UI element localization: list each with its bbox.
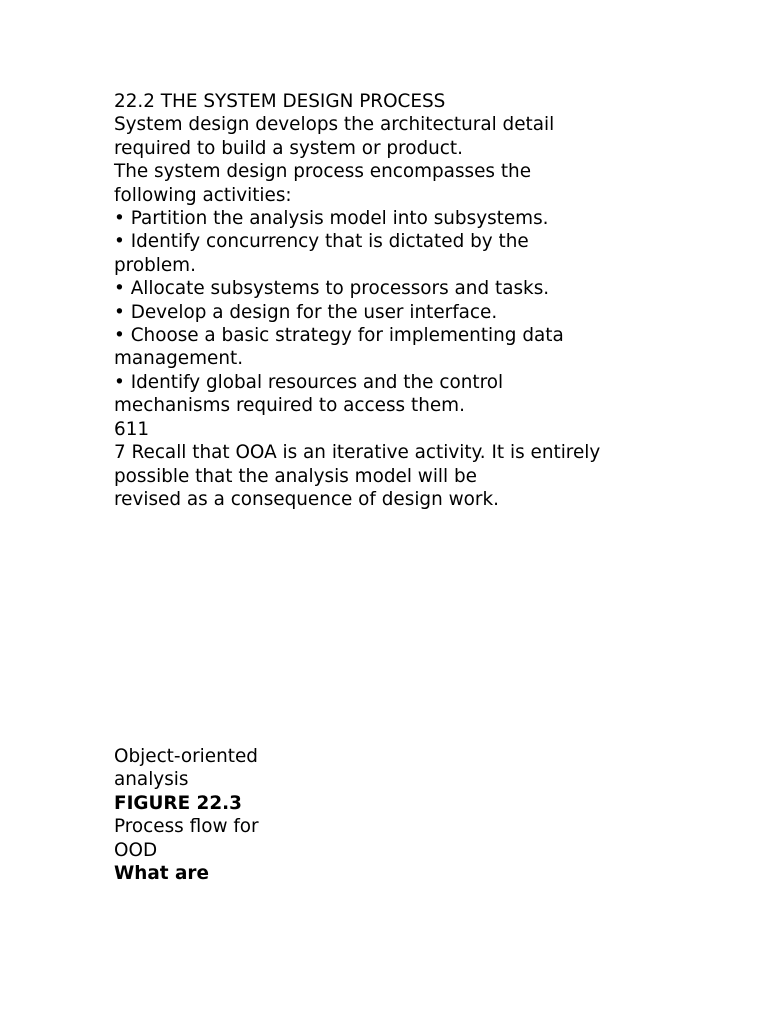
main-text-block bbox=[114, 90, 674, 511]
margin-label: analysis bbox=[114, 769, 189, 791]
text-line: required to build a system or product. bbox=[114, 137, 463, 159]
section-heading: 22.2 THE SYSTEM DESIGN PROCESS bbox=[114, 91, 446, 112]
footnote-line: 7 Recall that OOA is an iterative activity. It is entirely bbox=[114, 442, 601, 464]
bullet-item: • Partition the analysis model into subsystems. bbox=[114, 208, 549, 230]
text-line: problem. bbox=[114, 254, 196, 276]
bullet-item: • Allocate subsystems to processors and tasks. bbox=[114, 278, 550, 300]
text-line: System design develops the architectural detail bbox=[114, 114, 555, 136]
text-line: management. bbox=[114, 348, 244, 370]
margin-heading: What are bbox=[114, 863, 209, 885]
page-number: 611 bbox=[114, 418, 150, 440]
figure-caption: OOD bbox=[114, 839, 158, 861]
figure-caption-block bbox=[114, 745, 414, 885]
figure-label: FIGURE 22.3 bbox=[114, 792, 242, 814]
bullet-item: • Develop a design for the user interface. bbox=[114, 301, 498, 323]
text-line: The system design process encompasses the bbox=[114, 161, 532, 183]
bullet-item: • Choose a basic strategy for implementing data bbox=[114, 325, 564, 347]
footnote-line: revised as a consequence of design work. bbox=[114, 488, 499, 510]
bullet-item: • Identify concurrency that is dictated by the bbox=[114, 231, 529, 253]
bullet-item: • Identify global resources and the control bbox=[114, 371, 504, 393]
text-line: following activities: bbox=[114, 184, 292, 206]
figure-caption: Process flow for bbox=[114, 816, 259, 838]
text-line: mechanisms required to access them. bbox=[114, 395, 465, 417]
footnote-line: possible that the analysis model will be bbox=[114, 465, 477, 487]
margin-label: Object-oriented bbox=[114, 746, 258, 767]
